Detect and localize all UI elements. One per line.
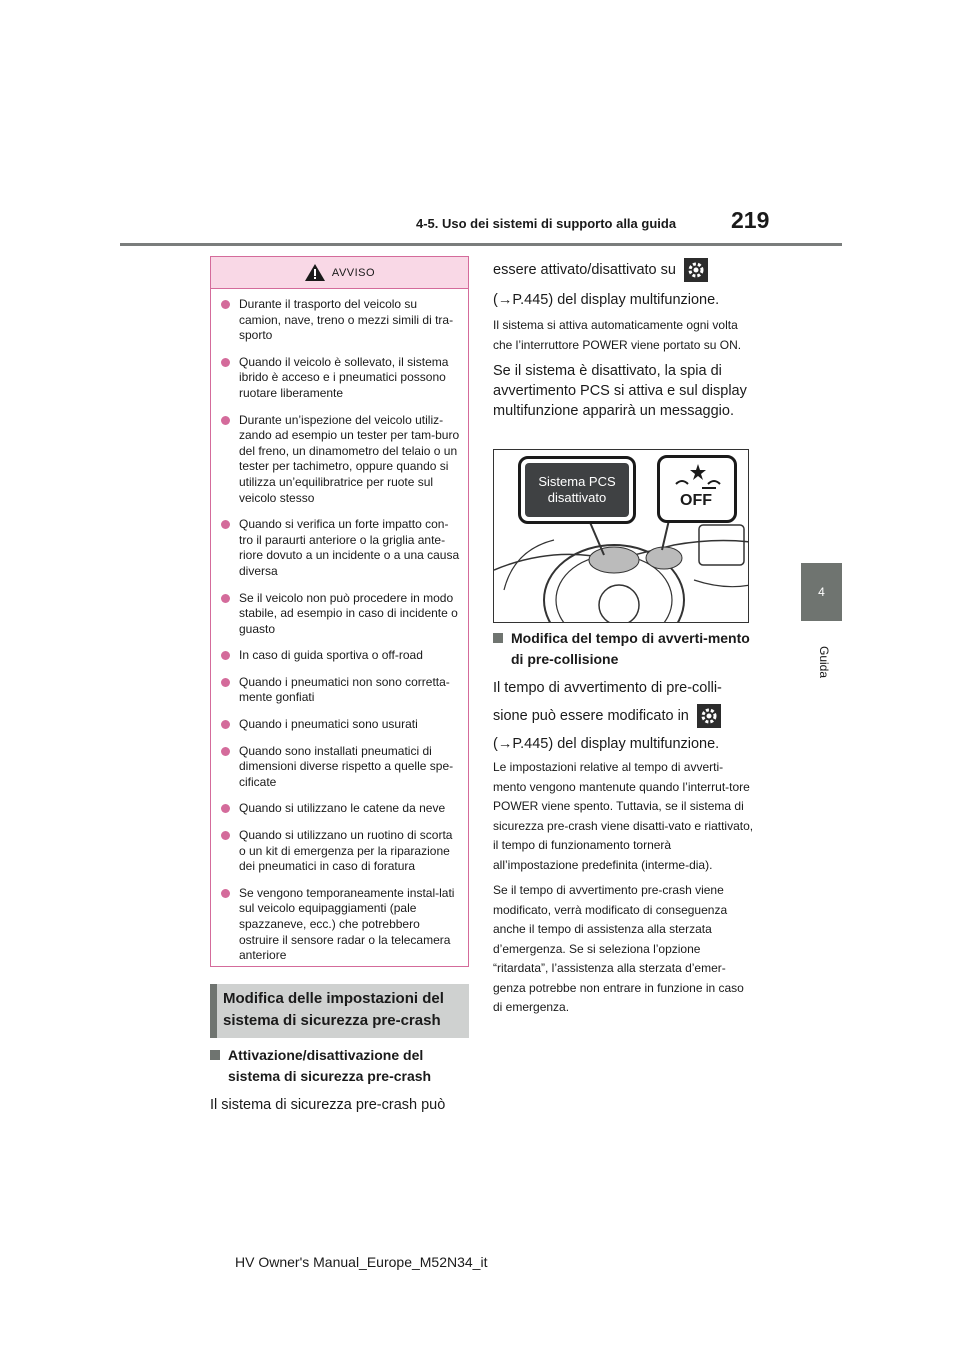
warning-item: Se il veicolo non può procedere in modo stabile, ad esempio in caso di incidente o guasto xyxy=(221,591,460,638)
header-rule xyxy=(120,243,842,246)
square-bullet-icon xyxy=(493,633,503,643)
bullet-icon xyxy=(221,804,230,813)
warning-triangle-icon xyxy=(304,263,326,282)
bullet-icon xyxy=(221,678,230,687)
bullet-icon xyxy=(221,720,230,729)
bullet-icon xyxy=(221,416,230,425)
timing-note-2: Se il tempo di avvertimento pre-crash viene modificato, verrà modificato di conseguenza anche il tempo di assistenza alla sterzata d’emergenza. Se si seleziona l’opzione “ritardata”, l’assistenza alla sterzata d’emer-genza potrebbe non entrare in funzione in caso di emergenza. xyxy=(493,883,744,1014)
pcs-warning-light-icon xyxy=(672,462,724,492)
square-bullet-icon xyxy=(210,1050,220,1060)
bullet-icon xyxy=(221,651,230,660)
pcs-off-label: OFF xyxy=(680,492,712,509)
warning-item: Durante il trasporto del veicolo su camion, nave, treno o mezzi simili di tra-sporto xyxy=(221,297,460,344)
activation-continued xyxy=(493,258,753,421)
chapter-number: 4 xyxy=(818,585,825,599)
warning-item: In caso di guida sportiva o off-road xyxy=(221,648,460,664)
timing-subsection xyxy=(493,628,755,1018)
pcs-message-screen xyxy=(525,463,629,517)
instrument-cluster-figure xyxy=(493,449,749,623)
timing-note-1: Le impostazioni relative al tempo di avverti-mento vengono mantenute quando l’interrut-tore POWER viene spento. Tuttavia, se il sistema di sicurezza pre-crash viene disatti-vato e riattivato, il tempo di funzionamento tornerà all’impostazione predefinita (interme-dia). xyxy=(493,760,754,872)
warning-item: Durante un’ispezione del veicolo utiliz-zando ad esempio un tester per tam-buro del freno, un dinamometro del telaio o un tester per tachimetro, oppure quando si utilizza un’equilibratrice per ruote sul veicolo stesso xyxy=(221,413,460,507)
warning-header xyxy=(211,257,468,289)
bullet-icon xyxy=(221,520,230,529)
timing-subheading: Modifica del tempo di avverti-mento di pre-collisione xyxy=(493,628,755,670)
activation-note: Il sistema si attiva automaticamente ogni volta che l’interruttore POWER viene portato su ON. xyxy=(493,318,742,352)
gear-icon xyxy=(684,258,708,282)
pcs-screen-line2: disattivato xyxy=(547,490,607,505)
warning-item: Quando si utilizzano un ruotino di scorta o un kit di emergenza per la riparazione dei pneumatici in caso di foratura xyxy=(221,828,460,875)
warning-box xyxy=(210,256,469,967)
timing-ref: (→P.445) del display multifunzione. xyxy=(493,736,720,752)
warning-list xyxy=(211,289,468,964)
activation-ref: (→P.445) del display multifunzione. xyxy=(493,292,720,308)
bullet-icon xyxy=(221,358,230,367)
warning-item: Quando il veicolo è sollevato, il sistema ibrido è acceso e i pneumatici possono ruotare liberamente xyxy=(221,355,460,402)
bullet-icon xyxy=(221,300,230,309)
pcs-indicator-callout xyxy=(657,455,737,523)
warning-item: Quando si verifica un forte impatto con-tro il paraurti anteriore o la griglia ante-riore dovuto a un incidente o a una causa diversa xyxy=(221,517,460,579)
warning-item: Se vengono temporaneamente instal-lati sul veicolo equipaggiamenti (pale spazzaneve, ecc.) che potrebbero ostruire il sensore radar o la telecamera anteriore xyxy=(221,886,460,964)
activation-text-line1: Il sistema di sicurezza pre-crash può xyxy=(210,1097,446,1113)
section-heading: Modifica delle impostazioni del sistema di sicurezza pre-crash xyxy=(210,984,469,1038)
warning-item: Quando si utilizzano le catene da neve xyxy=(221,801,460,817)
header-section-title: 4-5. Uso dei sistemi di supporto alla guida xyxy=(416,216,677,231)
page-number: 219 xyxy=(731,207,770,233)
activation-text-line2: essere attivato/disattivato su xyxy=(493,258,753,282)
timing-text-line2: sione può essere modificato in xyxy=(493,704,755,728)
timing-text-line1: Il tempo di avvertimento di pre-colli- xyxy=(493,680,722,696)
warning-title: AVVISO xyxy=(331,266,376,279)
footer-manual-id: HV Owner's Manual_Europe_M52N34_it xyxy=(235,1254,488,1270)
pcs-screen-line1: Sistema PCS xyxy=(538,474,616,489)
activation-subheading: Attivazione/disattivazione del sistema di sicurezza pre-crash xyxy=(210,1045,469,1087)
bullet-icon xyxy=(221,831,230,840)
bullet-icon xyxy=(221,889,230,898)
chapter-label: Guida xyxy=(817,645,831,679)
warning-item: Quando sono installati pneumatici di dimensioni diverse rispetto a quelle spe-cificate xyxy=(221,744,460,791)
bullet-icon xyxy=(221,594,230,603)
activation-subsection xyxy=(210,1045,469,1115)
warning-item: Quando i pneumatici non sono corretta-mente gonfiati xyxy=(221,675,460,706)
gear-icon xyxy=(697,704,721,728)
activation-warning-text: Se il sistema è disattivato, la spia di avvertimento PCS si attiva e sul display multifunzione apparirà un messaggio. xyxy=(493,363,747,419)
pcs-message-callout xyxy=(518,456,636,524)
warning-item: Quando i pneumatici sono usurati xyxy=(221,717,460,733)
bullet-icon xyxy=(221,747,230,756)
chapter-tab xyxy=(801,563,842,621)
